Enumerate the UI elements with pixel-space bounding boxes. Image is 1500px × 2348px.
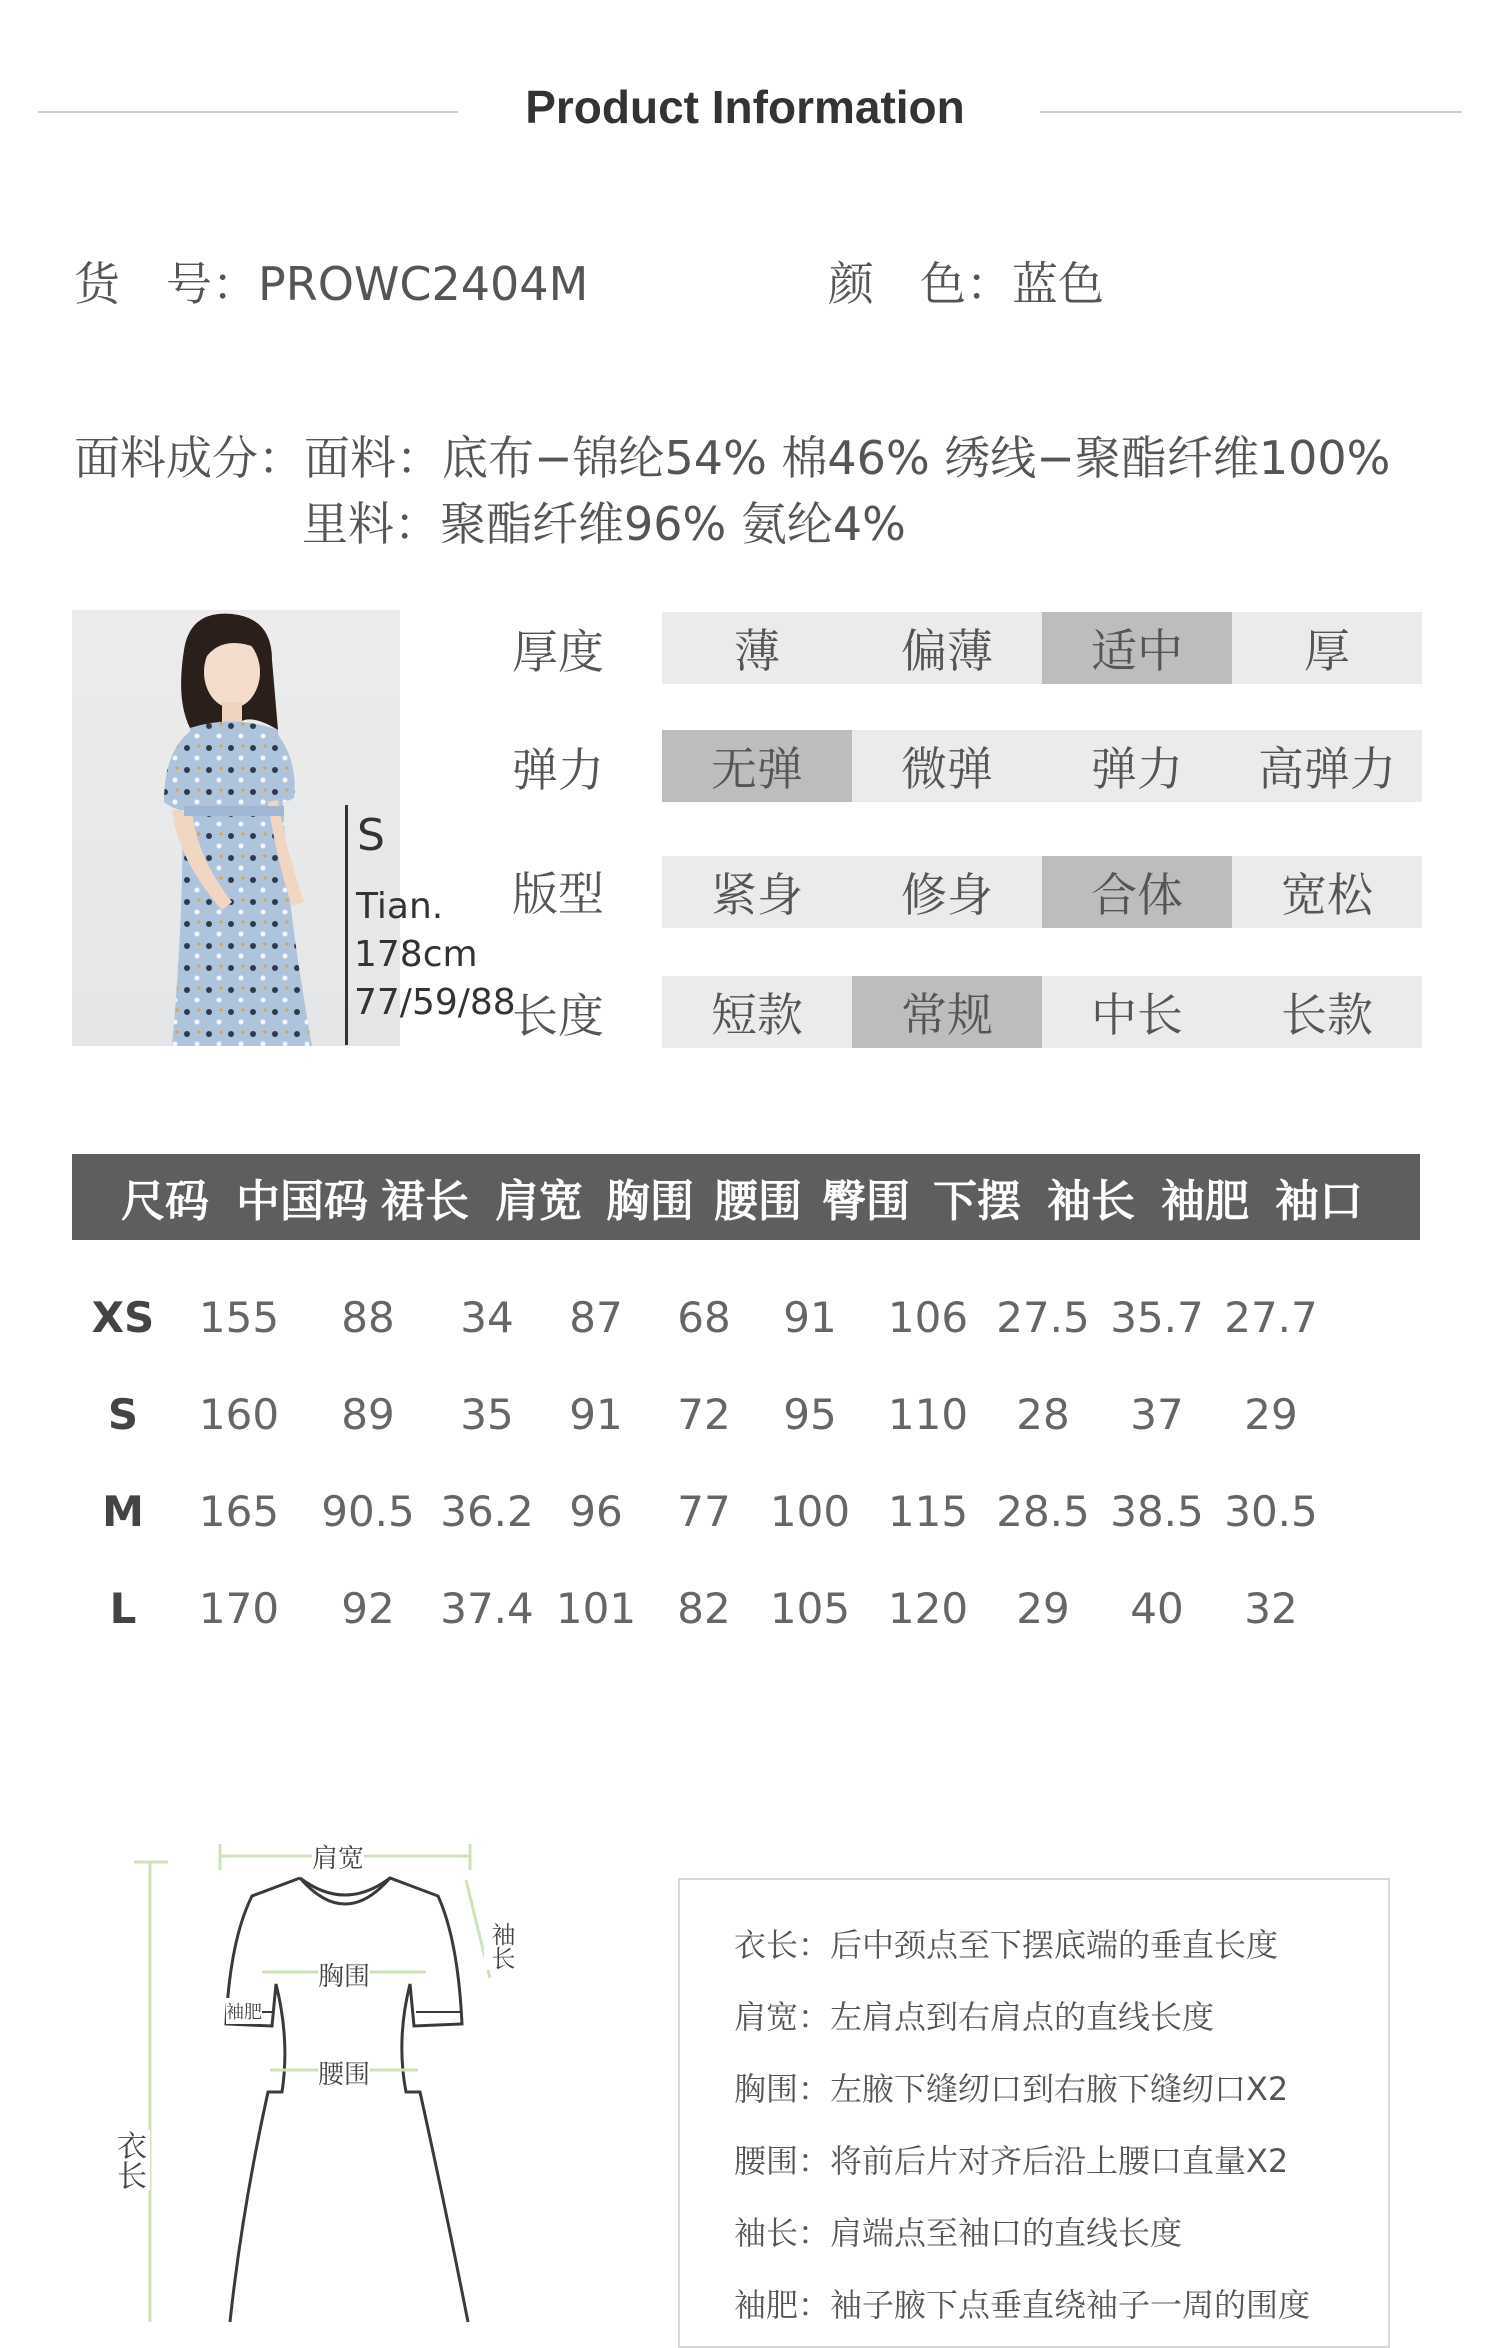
col-header: 胸围 <box>606 1176 694 1227</box>
model-height: 178cm <box>354 934 478 975</box>
table-cell: 28.5 <box>996 1486 1090 1536</box>
table-cell: 28 <box>1016 1389 1070 1439</box>
table-cell: 37.4 <box>440 1583 534 1633</box>
diagram-label-length: 衣长 <box>106 2130 150 2190</box>
attr-option: 合体 <box>1042 856 1232 928</box>
col-header: 肩宽 <box>495 1176 583 1227</box>
color-value: 蓝色 <box>1012 257 1104 311</box>
table-cell: 29 <box>1244 1389 1298 1439</box>
table-cell: 96 <box>569 1486 623 1536</box>
table-cell: 88 <box>341 1292 395 1342</box>
table-cell: L <box>109 1583 137 1633</box>
attr-option: 高弹力 <box>1258 742 1396 796</box>
col-header: 臀围 <box>822 1176 910 1227</box>
table-cell: 34 <box>460 1292 514 1342</box>
page-title: Product Information <box>525 81 965 133</box>
col-header: 中国码 <box>236 1176 368 1227</box>
fabric-line-1: 面料：底布−锦纶54% 棉46% 绣线−聚酯纤维100% <box>304 431 1391 485</box>
table-cell: 35 <box>460 1389 514 1439</box>
table-cell: 95 <box>783 1389 837 1439</box>
col-header: 裙长 <box>381 1176 469 1227</box>
attr-label-elasticity: 弹力 <box>512 743 604 797</box>
diagram-label-shoulder: 肩宽 <box>312 1838 364 1875</box>
model-photo <box>72 610 516 1046</box>
col-header: 下摆 <box>933 1176 1021 1227</box>
diagram-label-sleeve-length: 袖长 <box>484 1922 519 1970</box>
table-cell: 32 <box>1244 1583 1298 1633</box>
table-row <box>72 1578 1420 1638</box>
legend-item: 胸围：左腋下缝纫口到右腋下缝纫口X2 <box>734 2070 1289 2108</box>
legend-item: 袖长：肩端点至袖口的直线长度 <box>734 2214 1183 2252</box>
attr-option: 厚 <box>1304 624 1350 678</box>
table-cell: 105 <box>769 1583 851 1633</box>
table-cell: 27.5 <box>996 1292 1090 1342</box>
table-cell: XS <box>91 1292 155 1342</box>
col-header: 腰围 <box>714 1176 802 1227</box>
attr-label-length: 长度 <box>512 989 604 1043</box>
attr-label-thickness: 厚度 <box>512 625 604 679</box>
item-number-label: 货 号： <box>74 257 258 311</box>
table-row <box>72 1384 1420 1444</box>
table-cell: 77 <box>677 1486 731 1536</box>
table-cell: 27.7 <box>1224 1292 1318 1342</box>
table-cell: 72 <box>677 1389 731 1439</box>
diagram-label-sleeve-width: 袖肥 <box>226 1998 262 2024</box>
legend-item: 袖肥：袖子腋下点垂直绕袖子一周的围度 <box>734 2286 1311 2324</box>
table-cell: M <box>102 1486 144 1536</box>
table-cell: 37 <box>1130 1389 1184 1439</box>
attr-option: 中长 <box>1091 988 1183 1042</box>
table-cell: 90.5 <box>321 1486 415 1536</box>
table-cell: 100 <box>769 1486 851 1536</box>
table-cell: 40 <box>1130 1583 1184 1633</box>
table-cell: 35.7 <box>1110 1292 1204 1342</box>
measure-line <box>345 805 348 1045</box>
model-size: S <box>357 810 385 861</box>
model-measurements: 77/59/88 <box>354 982 516 1023</box>
item-number-value: PROWC2404M <box>258 257 589 311</box>
attr-option: 微弹 <box>901 742 993 796</box>
table-cell: 120 <box>887 1583 969 1633</box>
attr-option: 短款 <box>711 988 803 1042</box>
table-cell: 36.2 <box>440 1486 534 1536</box>
table-cell: 106 <box>887 1292 969 1342</box>
attr-option: 长款 <box>1281 988 1373 1042</box>
attr-option: 无弹 <box>662 730 852 802</box>
col-header: 袖口 <box>1275 1176 1363 1227</box>
attr-row-fit <box>662 856 1422 928</box>
attr-option: 偏薄 <box>901 624 993 678</box>
table-cell: 155 <box>198 1292 280 1342</box>
attr-option: 弹力 <box>1091 742 1183 796</box>
table-cell: 110 <box>887 1389 969 1439</box>
model-name: Tian. <box>356 886 444 927</box>
attr-option: 宽松 <box>1281 868 1373 922</box>
col-header: 袖肥 <box>1161 1176 1249 1227</box>
table-cell: 30.5 <box>1224 1486 1318 1536</box>
legend-item: 肩宽：左肩点到右肩点的直线长度 <box>734 1998 1215 2036</box>
size-table-header <box>72 1154 1420 1240</box>
table-cell: 87 <box>569 1292 623 1342</box>
color <box>828 248 1104 314</box>
color-label: 颜 色： <box>828 257 1012 311</box>
table-cell: 115 <box>887 1486 969 1536</box>
table-cell: S <box>107 1389 139 1439</box>
item-number <box>74 248 588 314</box>
attr-label-fit: 版型 <box>512 867 604 921</box>
table-cell: 91 <box>783 1292 837 1342</box>
attr-row-elasticity <box>662 730 1422 802</box>
attr-option: 紧身 <box>711 868 803 922</box>
table-cell: 38.5 <box>1110 1486 1204 1536</box>
table-row <box>72 1481 1420 1541</box>
legend-item: 衣长：后中颈点至下摆底端的垂直长度 <box>734 1926 1279 1964</box>
diagram-label-waist: 腰围 <box>318 2054 370 2091</box>
table-cell: 82 <box>677 1583 731 1633</box>
table-cell: 101 <box>555 1583 637 1633</box>
attr-option: 适中 <box>1042 612 1232 684</box>
attr-row-length <box>662 976 1422 1048</box>
header-rule-right <box>1040 111 1462 113</box>
table-cell: 91 <box>569 1389 623 1439</box>
table-cell: 29 <box>1016 1583 1070 1633</box>
attr-option: 修身 <box>901 868 993 922</box>
table-row <box>72 1287 1420 1347</box>
table-cell: 165 <box>198 1486 280 1536</box>
fabric-line-2: 里料：聚酯纤维96% 氨纶4% <box>302 497 906 551</box>
measurement-diagram <box>90 1830 610 2322</box>
table-cell: 160 <box>198 1389 280 1439</box>
fabric-lining <box>302 488 906 554</box>
table-cell: 170 <box>198 1583 280 1633</box>
legend-item: 腰围：将前后片对齐后沿上腰口直量X2 <box>734 2142 1289 2180</box>
diagram-label-chest: 胸围 <box>318 1956 370 1993</box>
attr-row-thickness <box>662 612 1422 684</box>
table-cell: 89 <box>341 1389 395 1439</box>
measurement-legend <box>678 1878 1390 2348</box>
attr-option: 常规 <box>852 976 1042 1048</box>
col-header: 尺码 <box>121 1176 209 1227</box>
table-cell: 68 <box>677 1292 731 1342</box>
header-rule-left <box>38 111 458 113</box>
model-illustration <box>72 610 400 1046</box>
fabric-label: 面料成分： <box>74 431 304 485</box>
fabric-composition <box>74 422 1390 488</box>
col-header: 袖长 <box>1047 1176 1135 1227</box>
attr-option: 薄 <box>734 624 780 678</box>
table-cell: 92 <box>341 1583 395 1633</box>
